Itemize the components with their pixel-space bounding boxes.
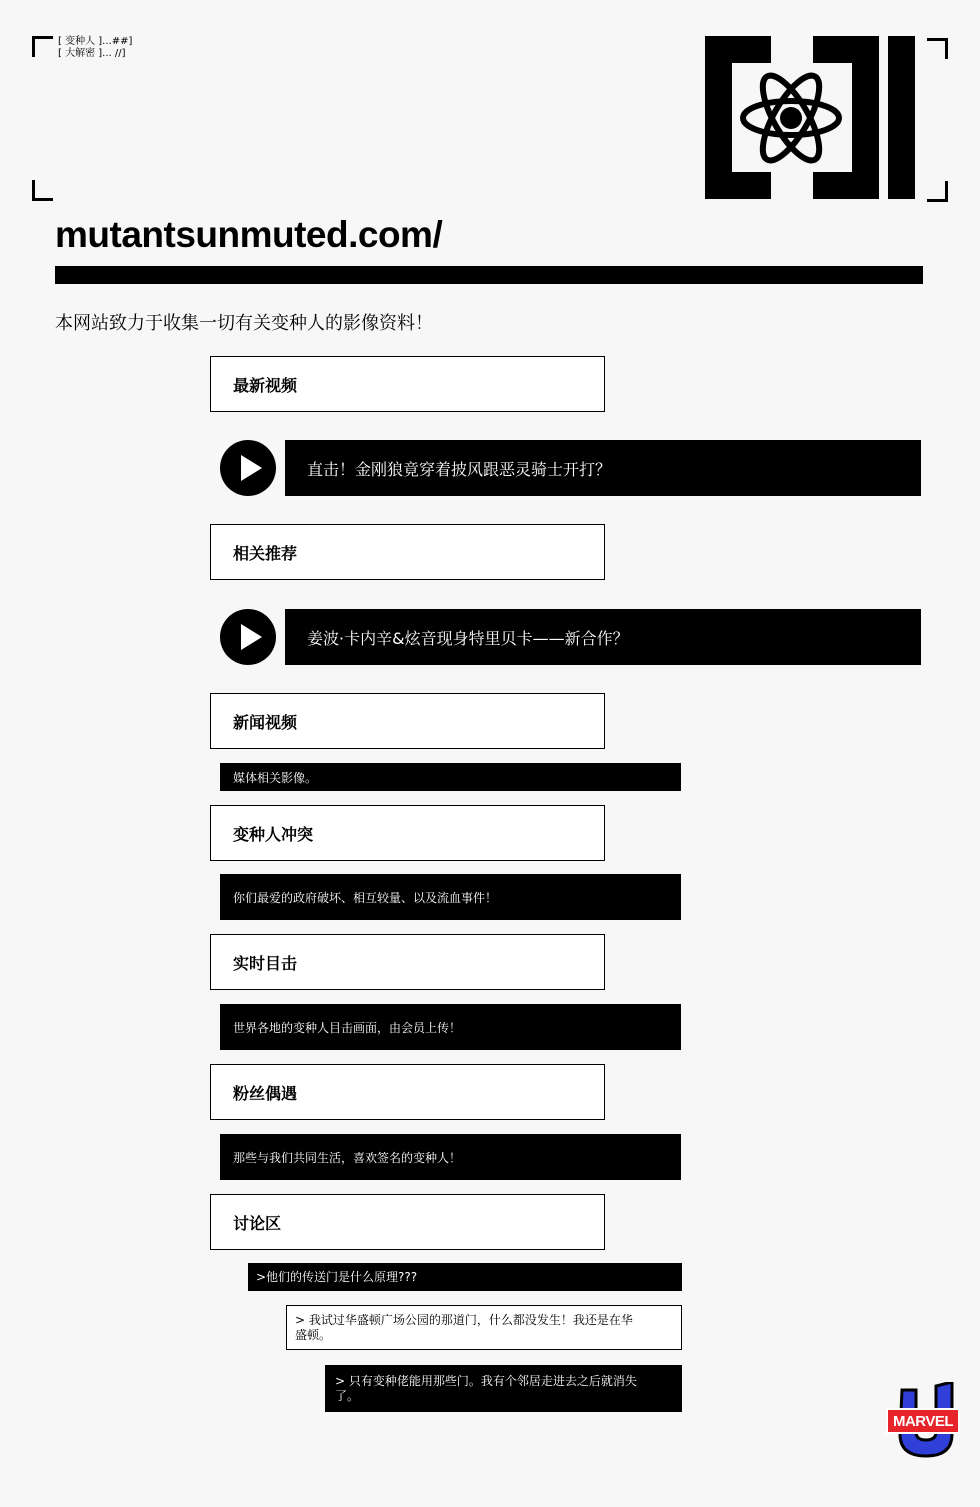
corner-bracket-bottom-left: [32, 180, 53, 201]
category-description: [220, 874, 681, 920]
category-description: [220, 1004, 681, 1050]
play-button[interactable]: [220, 440, 276, 496]
corner-bracket-top-left: [32, 36, 53, 57]
site-url: mutantsunmuted.com/: [55, 214, 443, 255]
category-live-sightings[interactable]: [210, 934, 605, 990]
post-text: > 只有变种佬能用那些门。我有个邻居走进去之后就消失了。: [335, 1373, 637, 1403]
play-button[interactable]: [220, 609, 276, 665]
discussion-post[interactable]: [286, 1305, 682, 1350]
category-label: 粉丝偶遇: [233, 1083, 298, 1103]
category-description: [220, 763, 681, 791]
description-text: 你们最爱的政府破坏、相互较量、以及流血事件！: [233, 890, 498, 905]
corner-bracket-bottom-right: [927, 181, 948, 202]
video-title-link[interactable]: [285, 609, 921, 665]
description-text: 那些与我们共同生活，喜欢签名的变种人！: [233, 1150, 462, 1165]
marvel-unlimited-logo: [886, 1380, 960, 1462]
category-fan-encounters[interactable]: [210, 1064, 605, 1120]
category-label: 变种人冲突: [233, 824, 314, 844]
video-title-link[interactable]: [285, 440, 921, 496]
category-label: 讨论区: [233, 1213, 282, 1233]
description-text: 媒体相关影像。: [233, 770, 318, 785]
site-logo: [705, 36, 915, 199]
meta-tag: [58, 36, 132, 60]
category-recommended[interactable]: [210, 524, 605, 580]
meta-line-1: [ 变种人 ]...##]: [58, 36, 133, 47]
category-label: 实时目击: [233, 953, 298, 973]
category-discussion[interactable]: [210, 1194, 605, 1250]
post-text: >他们的传送门是什么原理???: [256, 1269, 418, 1284]
description-text: 世界各地的变种人目击画面，由会员上传！: [233, 1020, 462, 1035]
category-mutant-conflict[interactable]: [210, 805, 605, 861]
atom-icon: [705, 36, 915, 199]
post-text: > 我试过华盛顿广场公园的那道门，什么都没发生！我还是在华盛顿。: [295, 1312, 633, 1342]
category-label: 相关推荐: [233, 543, 298, 563]
play-icon: [220, 440, 276, 496]
video-title: 姜波·卡内辛&炫音现身特里贝卡——新合作？: [307, 628, 629, 648]
play-icon: [220, 609, 276, 665]
corner-bracket-top-right: [927, 38, 948, 59]
marvel-logo: MARVEL: [886, 1408, 960, 1434]
category-label: 最新视频: [233, 375, 298, 395]
meta-line-2: [ 大解密 ]... //]: [58, 48, 126, 59]
category-latest-videos[interactable]: [210, 356, 605, 412]
discussion-post[interactable]: [248, 1263, 682, 1291]
video-title: 直击！金刚狼竟穿着披风跟恶灵骑士开打？: [307, 459, 612, 479]
category-label: 新闻视频: [233, 712, 298, 732]
category-description: [220, 1134, 681, 1180]
site-intro: 本网站致力于收集一切有关变种人的影像资料！: [55, 313, 433, 334]
discussion-post[interactable]: [325, 1365, 682, 1412]
header-divider: [55, 266, 923, 284]
category-news-videos[interactable]: [210, 693, 605, 749]
